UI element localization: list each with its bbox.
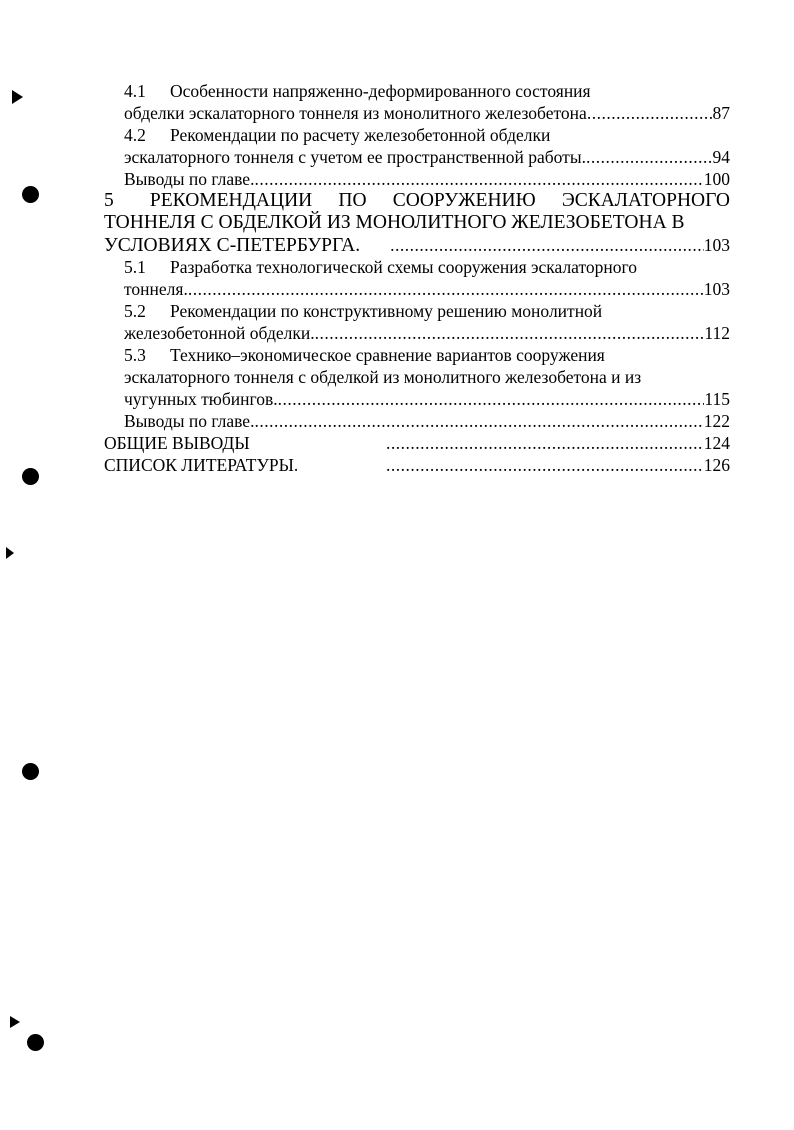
section-title-cont: тоннеля. <box>124 279 188 299</box>
section-title-cont: обделки эскалаторного тоннеля из монолитного железобетона <box>124 103 587 123</box>
binder-hole-mark <box>22 468 39 485</box>
toc-entry-5-1-leader <box>104 278 730 300</box>
section-number: 5.1 <box>124 257 146 277</box>
section-title: Технико–экономическое сравнение вариантов сооружения <box>170 345 605 365</box>
scan-mark-arrow <box>10 1016 20 1028</box>
table-of-contents <box>104 80 730 476</box>
chapter-title-end: УСЛОВИЯХ С-ПЕТЕРБУРГА. <box>104 235 361 256</box>
dot-leader <box>254 168 703 190</box>
section-title: Рекомендации по конструктивному решению монолитной <box>170 301 603 321</box>
toc-entry-5-2-leader <box>104 322 730 344</box>
toc-entry-5-3-title <box>104 344 730 366</box>
page-number: 103 <box>703 235 730 255</box>
toc-entry-ch5-title-cont <box>104 212 730 234</box>
page-number: 87 <box>712 103 730 123</box>
entry-title: СПИСОК ЛИТЕРАТУРЫ. <box>104 455 299 475</box>
section-title: Разработка технологической схемы сооружения эскалаторного <box>170 257 638 277</box>
toc-entry-5-3-leader <box>104 388 730 410</box>
page-number: 100 <box>703 169 730 189</box>
toc-entry-general-conclusions <box>104 432 730 454</box>
section-number: 5.2 <box>124 301 146 321</box>
toc-entry-5-3-title-cont <box>104 366 730 388</box>
dot-leader <box>386 432 704 454</box>
dot-leader <box>586 146 713 168</box>
dot-leader <box>587 102 713 124</box>
toc-entry-4-1-title <box>104 80 730 102</box>
entry-title: Выводы по главе. <box>124 411 255 431</box>
chapter-number: 5 <box>104 190 114 211</box>
toc-entry-ch5-leader <box>104 234 730 256</box>
toc-entry-5-1-title <box>104 256 730 278</box>
entry-title: ОБЩИЕ ВЫВОДЫ <box>104 433 250 453</box>
dot-leader <box>278 388 705 410</box>
section-number: 5.3 <box>124 345 146 365</box>
toc-entry-references <box>104 454 730 476</box>
page-number: 122 <box>703 411 730 431</box>
section-title-cont: железобетонной обделки. <box>124 323 315 343</box>
binder-hole-mark <box>22 763 39 780</box>
toc-entry-5-2-title <box>104 300 730 322</box>
dot-leader <box>390 234 704 256</box>
page-number: 126 <box>703 455 730 475</box>
toc-entry-ch5-conclusions <box>104 410 730 432</box>
toc-entry-ch4-conclusions <box>104 168 730 190</box>
page-number: 94 <box>712 147 730 167</box>
toc-entry-4-2-title <box>104 124 730 146</box>
section-title: Рекомендации по расчету железобетонной обделки <box>170 125 551 145</box>
entry-title: Выводы по главе. <box>124 169 255 189</box>
section-title-end: чугунных тюбингов. <box>124 389 278 409</box>
section-title-cont: эскалаторного тоннеля с обделкой из монолитного железобетона и из <box>124 367 642 387</box>
page-number: 103 <box>703 279 730 299</box>
chapter-title-cont: ТОННЕЛЯ С ОБДЕЛКОЙ ИЗ МОНОЛИТНОГО ЖЕЛЕЗОБЕТОНА В <box>104 212 685 233</box>
binder-hole-mark <box>27 1034 44 1051</box>
toc-entry-4-1-leader <box>104 102 730 124</box>
dot-leader <box>315 322 705 344</box>
dot-leader <box>254 410 703 432</box>
section-number: 4.2 <box>124 125 146 145</box>
toc-entry-4-2-leader <box>104 146 730 168</box>
page-number: 115 <box>704 389 730 409</box>
binder-hole-mark <box>22 186 39 203</box>
dot-leader <box>188 278 704 300</box>
page-number: 124 <box>703 433 730 453</box>
scan-mark-arrow <box>12 90 23 104</box>
page-number: 112 <box>704 323 730 343</box>
dot-leader <box>386 454 704 476</box>
section-number: 4.1 <box>124 81 146 101</box>
scan-mark-arrow <box>6 547 14 559</box>
chapter-title: РЕКОМЕНДАЦИИ ПО СООРУЖЕНИЮ ЭСКАЛАТОРНОГО <box>149 190 730 211</box>
toc-entry-ch5-title <box>104 190 730 212</box>
section-title-cont: эскалаторного тоннеля с учетом ее пространственной работы. <box>124 147 586 167</box>
section-title: Особенности напряженно-деформированного состояния <box>170 81 591 101</box>
